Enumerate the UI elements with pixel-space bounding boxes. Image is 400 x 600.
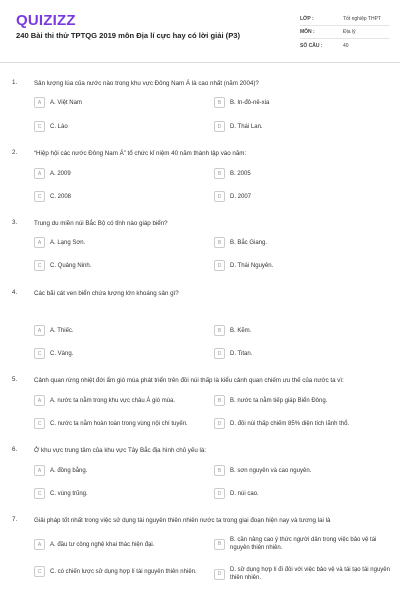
option-b[interactable]: [214, 168, 251, 179]
option-c[interactable]: [34, 191, 71, 202]
option-a[interactable]: [34, 395, 175, 406]
option-letter-box: B: [214, 395, 225, 406]
option-text: B. In-đô-nê-xia: [230, 99, 270, 106]
option-letter-box: D: [214, 488, 225, 499]
meta-value: 40: [343, 42, 349, 49]
option-a[interactable]: [34, 237, 85, 248]
question-text: Ở khu vực trung tâm của khu vực Tây Bắc địa hình chủ yếu là:: [34, 447, 207, 454]
option-text: B. Bắc Giang.: [230, 239, 268, 246]
question-6: [0, 446, 400, 460]
option-text: A. Việt Nam: [50, 99, 82, 106]
worksheet-header: [0, 0, 400, 65]
meta-value: Tốt nghiệp THPT: [343, 16, 381, 22]
question-number: 4.: [12, 289, 18, 296]
option-text: C. Quảng Ninh.: [50, 262, 92, 269]
header-divider: [0, 62, 400, 63]
option-letter-box: C: [34, 348, 45, 359]
option-letter-box: A: [34, 237, 45, 248]
question-2: [0, 149, 400, 163]
option-d[interactable]: [214, 348, 252, 359]
option-c[interactable]: [34, 566, 204, 577]
option-letter-box: B: [214, 465, 225, 476]
meta-label: SỐ CÂU :: [300, 42, 323, 49]
option-text: D. sử dụng hợp lí đi đôi với việc bảo vệ và tái tạo tài nguyên thiên nhiên.: [230, 567, 390, 581]
option-letter-box: D: [214, 569, 225, 580]
option-letter-box: B: [214, 539, 225, 550]
question-3: [0, 219, 400, 233]
option-letter-box: C: [34, 260, 45, 271]
option-letter-box: A: [34, 539, 45, 550]
option-text: A. Lạng Sơn.: [50, 239, 86, 246]
option-text: D. Titan.: [230, 350, 253, 357]
option-text: A. đầu tư công nghệ khai thác hiện đại.: [50, 541, 155, 548]
option-c[interactable]: [34, 121, 68, 132]
option-b[interactable]: [214, 395, 327, 406]
option-text: D. Thái Lan.: [230, 123, 263, 130]
question-text: Trung du miền núi Bắc Bộ có tỉnh nào giáp biển?: [34, 220, 168, 227]
option-a[interactable]: [34, 325, 74, 336]
question-1: [0, 79, 400, 93]
option-letter-box: B: [214, 168, 225, 179]
meta-row-class: [300, 13, 390, 26]
option-letter-box: D: [214, 191, 225, 202]
option-text: C. 2008: [50, 193, 72, 200]
option-text: A. đồng bằng.: [50, 467, 88, 474]
question-number: 7.: [12, 516, 18, 523]
meta-label: MÔN :: [300, 29, 315, 35]
meta-row-subject: [300, 26, 390, 39]
option-text: B. Kẽm.: [230, 327, 252, 334]
question-text: Giải pháp tốt nhất trong việc sử dụng tài nguyên thiên nhiên nước ta trong giai đoạn hiện nay và tương lai là: [34, 517, 331, 524]
option-text: D. 2007: [230, 193, 252, 200]
question-text: Sản lượng lúa của nước nào trong khu vực Đông Nam Á là cao nhất (năm 2004)?: [34, 80, 259, 87]
option-letter-box: A: [34, 325, 45, 336]
option-text: C. Vàng.: [50, 350, 74, 357]
option-text: B. sơn nguyên và cao nguyên.: [230, 467, 312, 474]
worksheet-title: 240 Bài thi thử TPTQG 2019 môn Địa lí cực hay có lời giải (P3): [16, 31, 241, 40]
option-text: A. 2009: [50, 170, 71, 177]
option-c[interactable]: [34, 488, 88, 499]
option-letter-box: C: [34, 191, 45, 202]
question-number: 5.: [12, 376, 18, 383]
option-b[interactable]: [214, 237, 267, 248]
option-text: C. vùng trũng.: [50, 490, 88, 497]
option-letter-box: D: [214, 348, 225, 359]
option-d[interactable]: [214, 121, 263, 132]
option-letter-box: C: [34, 488, 45, 499]
option-text: A. nước ta nằm trong khu vực châu Á gió mùa.: [50, 397, 176, 404]
option-text: B. nước ta nằm tiếp giáp Biển Đông.: [230, 397, 328, 404]
option-letter-box: D: [214, 121, 225, 132]
option-c[interactable]: [34, 260, 91, 271]
option-text: C. Lào: [50, 123, 68, 130]
option-letter-box: C: [34, 418, 45, 429]
option-text: C. có chiến lược sử dụng hợp lí tài nguyên thiên nhiên.: [50, 568, 197, 575]
option-c[interactable]: [34, 418, 188, 429]
option-text: D. đồi núi thấp chiếm 85% diện tích lãnh thổ.: [230, 420, 350, 427]
question-number: 6.: [12, 446, 18, 453]
meta-label: LỚP :: [300, 16, 314, 22]
option-text: B. 2005: [230, 170, 251, 177]
option-a[interactable]: [34, 97, 82, 108]
option-letter-box: C: [34, 566, 45, 577]
question-text: “Hiệp hội các nước Đông Nam Á” tổ chức kỉ niệm 40 năm thành lập vào năm:: [34, 150, 247, 157]
option-d[interactable]: [214, 566, 392, 582]
quizizz-logo: QUIZIZZ: [16, 12, 76, 29]
option-b[interactable]: [214, 536, 392, 552]
option-letter-box: A: [34, 97, 45, 108]
option-a[interactable]: [34, 539, 204, 550]
option-letter-box: D: [214, 418, 225, 429]
option-b[interactable]: [214, 465, 311, 476]
option-d[interactable]: [214, 418, 349, 429]
option-letter-box: D: [214, 260, 225, 271]
option-text: D. Thái Nguyên.: [230, 262, 274, 269]
option-text: D. núi cao.: [230, 490, 259, 497]
option-c[interactable]: [34, 348, 73, 359]
question-number: 1.: [12, 79, 18, 86]
question-text: Cảnh quan rừng nhiệt đới ẩm gió mùa phát triển trên đồi núi thấp là kiểu cảnh quan chiếm ưu thế của nước ta vì:: [34, 377, 344, 384]
option-letter-box: A: [34, 465, 45, 476]
option-d[interactable]: [214, 260, 273, 271]
question-7: [0, 516, 400, 530]
option-text: A. Thiếc.: [50, 327, 74, 334]
option-a[interactable]: [34, 465, 87, 476]
question-text: Các bãi cát ven biển chứa lượng lớn khoáng sản gì?: [34, 290, 179, 297]
option-letter-box: A: [34, 168, 45, 179]
option-text: C. nước ta nằm hoàn toàn trong vùng nội chí tuyến.: [50, 420, 188, 427]
meta-value: Địa lý: [343, 29, 356, 35]
option-d[interactable]: [214, 488, 259, 499]
worksheet-meta: [300, 13, 390, 52]
option-b[interactable]: [214, 325, 251, 336]
option-b[interactable]: [214, 97, 269, 108]
question-number: 2.: [12, 149, 18, 156]
option-letter-box: C: [34, 121, 45, 132]
option-letter-box: A: [34, 395, 45, 406]
question-4: [0, 289, 400, 303]
option-d[interactable]: [214, 191, 251, 202]
option-letter-box: B: [214, 325, 225, 336]
question-5: [0, 376, 400, 390]
option-letter-box: B: [214, 237, 225, 248]
option-letter-box: B: [214, 97, 225, 108]
meta-row-count: [300, 39, 390, 52]
option-text: B. cần nâng cao ý thức người dân trong việc bảo vệ tài nguyên thiên nhiên.: [230, 537, 377, 551]
option-a[interactable]: [34, 168, 71, 179]
question-number: 3.: [12, 219, 18, 226]
